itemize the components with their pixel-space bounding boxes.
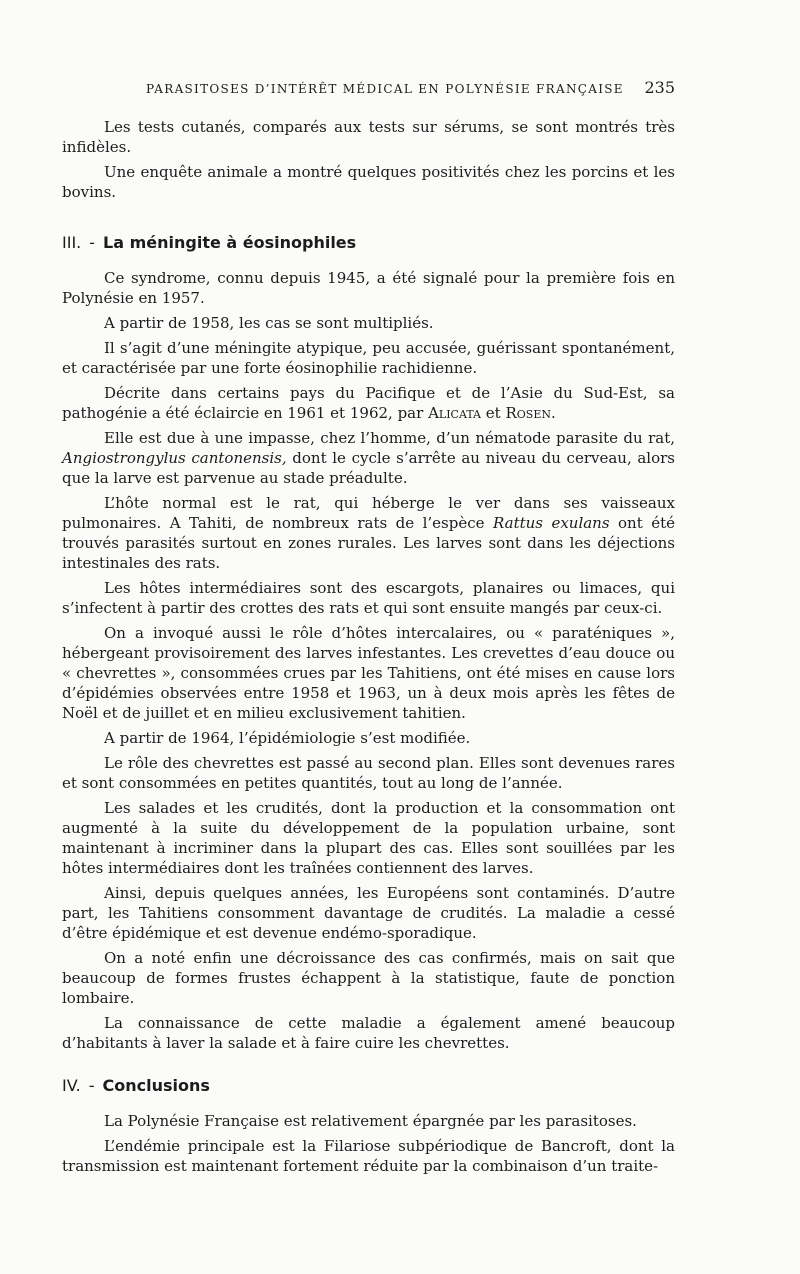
section-number: IV. (62, 1076, 81, 1095)
text-run: dont le cycle s’arrête au niveau du cerveau, alors que la larve est parvenue au stade préadulte. (62, 449, 676, 487)
paragraph: A partir de 1964, l’épidémiologie s’est modifiée. (104, 729, 471, 747)
paragraph: Ainsi, depuis quelques années, les Européens sont contaminés. D’autre part, les Tahitiens consomment davantage de crudités. La maladie a cessé d’être épidémique et est devenue endémo-sporadique. (62, 884, 675, 942)
section-number: III. (62, 233, 82, 252)
text-run: Elle est due à une impasse, chez l’homme, d’un nématode parasite du rat, (104, 429, 675, 447)
paragraph (62, 383, 675, 423)
section-title: Conclusions (102, 1076, 210, 1095)
paragraph: Le rôle des chevrettes est passé au second plan. Elles sont devenues rares et sont consommées en petites quantités, tout au long de l’année. (62, 754, 675, 792)
paragraph: Ce syndrome, connu depuis 1945, a été signalé pour la première fois en Polynésie en 1957. (62, 269, 675, 307)
paragraph: On a invoqué aussi le rôle d’hôtes intercalaires, ou « paraténiques », hébergeant provisoirement des larves infestantes. Les crevettes d’eau douce ou « chevrettes », consommées crues par les Tahitiens, ont été mises en cause lors d’épidémies observées entre 1958 et 1963, un à deux mois après les fêtes de Noël et de juillet et en milieu exclusivement tahitien. (62, 624, 675, 722)
paragraph: L’endémie principale est la Filariose subpériodique de Bancroft, dont la transmission est maintenant fortement réduite par la combinaison d’un traite- (62, 1137, 675, 1175)
species-name: Rattus exulans (492, 514, 610, 532)
paragraph: La Polynésie Française est relativement épargnée par les parasitoses. (104, 1112, 637, 1130)
body-text (62, 117, 675, 1181)
paragraph (62, 493, 675, 573)
page-number: 235 (644, 78, 675, 97)
section-heading-iv (62, 1076, 675, 1096)
species-name: Angiostrongylus cantonensis, (62, 449, 287, 467)
paragraph: Les salades et les crudités, dont la production et la consommation ont augmenté à la suite du développement de la population urbaine, sont maintenant à incriminer dans la plupart des cas. Elles sont souillées par les hôtes intermédiaires dont les traînées contiennent des larves. (62, 799, 675, 877)
paragraph: Une enquête animale a montré quelques positivités chez les porcins et les bovins. (62, 163, 675, 201)
text-run: L’hôte normal est le rat, qui héberge le ver dans ses vaisseaux pulmonaires. A Tahiti, de nombreux rats de l’espèce (62, 494, 675, 532)
paragraph (62, 428, 675, 488)
author-name: Alicata (428, 404, 481, 422)
running-title: PARASITOSES D’INTÉRÊT MÉDICAL EN POLYNÉSIE FRANÇAISE (146, 82, 624, 96)
section-heading-iii (62, 233, 675, 253)
paragraph: Il s’agit d’une méningite atypique, peu accusée, guérissant spontanément, et caractérisée par une forte éosinophilie rachidienne. (62, 339, 675, 377)
author-name: Rosen. (505, 404, 556, 422)
text-run: Décrite dans certains pays du Pacifique et de l’Asie du Sud-Est, sa pathogénie a été éclaircie en 1961 et 1962, par (62, 384, 675, 422)
section-separator: - (89, 233, 96, 252)
text-run: ont été trouvés parasités surtout en zones rurales. Les larves sont dans les déjections intestinales des rats. (62, 514, 675, 572)
paragraph: A partir de 1958, les cas se sont multipliés. (104, 314, 434, 332)
section-title: La méningite à éosinophiles (103, 233, 357, 252)
paragraph: Les hôtes intermédiaires sont des escargots, planaires ou limaces, qui s’infectent à partir des crottes des rats et qui sont ensuite mangés par ceux-ci. (62, 579, 675, 617)
paragraph: On a noté enfin une décroissance des cas confirmés, mais on sait que beaucoup de formes frustes échappent à la statistique, faute de ponction lombaire. (62, 949, 675, 1007)
section-separator: - (88, 1076, 95, 1095)
running-header (62, 78, 675, 104)
text-run: et (485, 404, 501, 422)
paragraph: Les tests cutanés, comparés aux tests sur sérums, se sont montrés très infidèles. (62, 118, 675, 156)
paragraph: La connaissance de cette maladie a également amené beaucoup d’habitants à laver la salade et à faire cuire les chevrettes. (62, 1014, 675, 1052)
